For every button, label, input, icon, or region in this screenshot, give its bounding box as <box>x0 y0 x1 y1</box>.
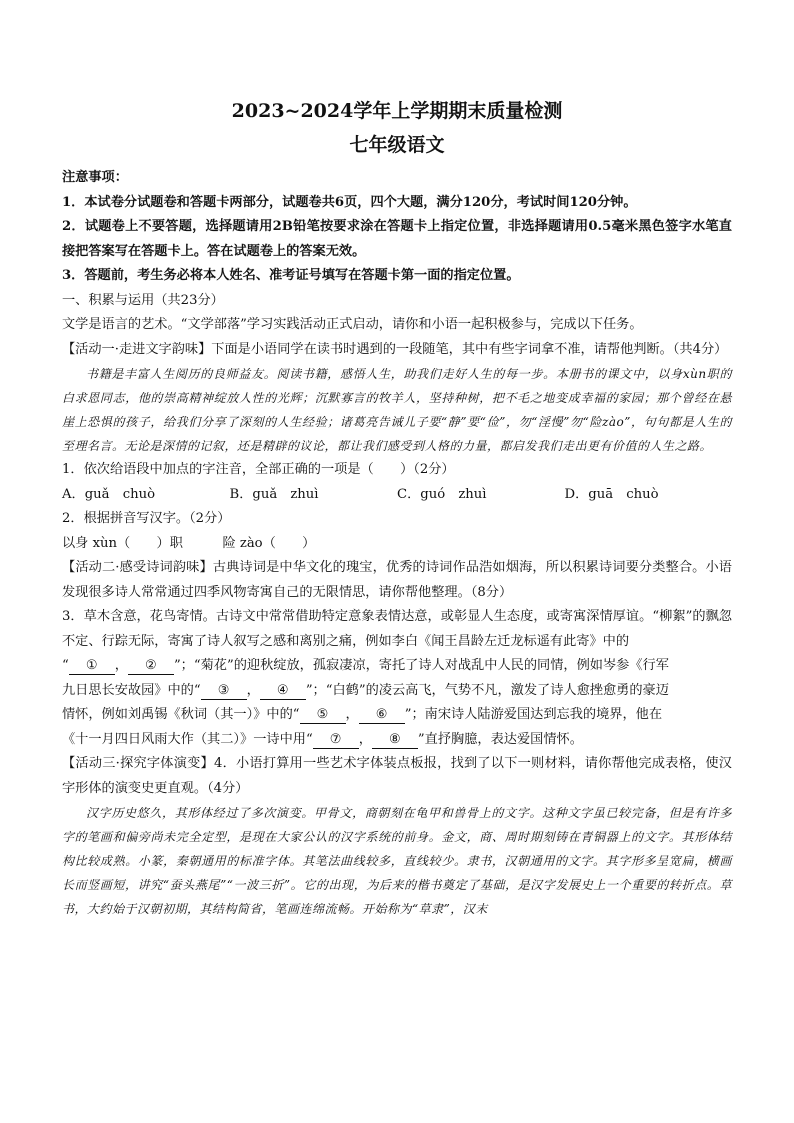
q3-text-e: ”；“白鹤”的凌云高飞，气势不凡，激发了诗人愈挫愈勇的豪迈 <box>305 682 669 698</box>
q3-text-d: 九日思长安故园》中的“ <box>62 682 201 698</box>
blank-4: ④ <box>260 683 306 700</box>
blank-1: ① <box>69 658 115 675</box>
reading-passage-2: 汉字历史悠久，其形体经过了多次演变。甲骨文，商朝刻在龟甲和兽骨上的文字。这种文字虽已较完备，但是有许多字的笔画和偏旁尚未完全定型，是现在大家公认的汉字系统的前身。金文，商、周时期刻铸在青铜器上的文字。其形体结构比较成熟。小篆，秦朝通用的标准字体。其笔法曲线较多，直线较少。隶书，汉朝通用的文字。其字形多呈宽扁，横画长而竖画短，讲究“蚕头燕尾”“一波三折”。它的出现，为后来的楷书奠定了基础，是汉字发展史上一个重要的转折点。草书，大约始于汉朝初期，其结构简省，笔画连绵流畅。开始称为“草隶”，汉末 <box>62 806 732 916</box>
notice-item-1: 1．本试卷分试题卷和答题卡两部分，试题卷共6页，四个大题，满分120分，考试时间120分钟。 <box>62 194 637 210</box>
activity-1-instruction: 【活动一·走进文字韵味】下面是小语同学在读书时遇到的一段随笔，其中有些字词拿不准，请帮他判断。（共4分） <box>62 341 728 357</box>
section-heading: 一、积累与运用（共23分） <box>62 292 224 308</box>
q3-sep-2: ， <box>246 682 260 698</box>
q3-sep-4: ， <box>358 731 372 747</box>
activity-2-instruction: 【活动二·感受诗词韵味】古典诗词是中华文化的瑰宝，优秀的诗词作品浩如烟海，所以积累诗词要分类整合。小语发现很多诗人常常通过四季风物寄寓自己的无限情思，请你帮他整理。（8分） <box>62 560 732 600</box>
option-c: C．guó zhuì <box>397 486 487 502</box>
blank-6: ⑥ <box>359 707 405 724</box>
q3-text-i: ”直抒胸臆，表达爱国情怀。 <box>417 731 583 747</box>
q3-text-c: ”；“菊花”的迎秋绽放，孤寂凄凉，寄托了诗人对战乱中人民的同情，例如岑参《行军 <box>173 658 669 673</box>
blank-7: ⑦ <box>313 732 359 749</box>
q3-text-a: 3．草木含意，花鸟寄情。古诗文中常常借助特定意象表情达意，或彰显人生态度，或寄寓深情厚谊。“柳絮”的飘忽不定、行踪无际，寄寓了诗人叙写之感和离别之痛，例如李白《闻王昌龄左迁龙标遥有此寄》中的 <box>62 609 732 649</box>
exam-subject: 七年级语文 <box>349 134 445 156</box>
option-a: A．guǎ chuò <box>62 486 156 502</box>
q3-sep-1: ， <box>114 658 128 673</box>
notice-item-2: 2．试题卷上不要答题，选择题请用2B铅笔按要求涂在答题卡上指定位置，非选择题请用0.5毫米黑色签字水笔直接把答案写在答题卡上。答在试题卷上的答案无效。 <box>62 219 732 259</box>
question-1: 1．依次给语段中加点的字注音，全部正确的一项是（ ）（2分） <box>62 462 455 477</box>
section-intro: 文学是语言的艺术。“文学部落”学习实践活动正式启动，请你和小语一起积极参与，完成以下任务。 <box>62 317 643 332</box>
question-2-line: 以身 xùn（ ）职 险 zào（ ） <box>62 535 316 551</box>
q3-text-f: 情怀，例如刘禹锡《秋词（其一）》中的“ <box>62 707 300 722</box>
blank-8: ⑧ <box>372 732 418 749</box>
q3-sep-3: ， <box>345 707 359 722</box>
exam-title: 2023~2024学年上学期期末质量检测 <box>231 100 563 122</box>
blank-2: ② <box>128 658 174 675</box>
reading-passage-1: 书籍是丰富人生阅历的良师益友。阅读书籍，感悟人生，助我们走好人生的每一步。本册书的课文中，以身xùn职的白求恩同志，他的崇高精神绽放人性的光辉；沉默寡言的牧羊人，坚持种树，把不毛之地变成幸福的家园；那个曾经在悬崖上恐惧的孩子，给我们分享了深刻的人生经验；诸葛亮告诫儿子要“静”要“俭”，勿“淫慢”勿“险zào”，句句都是人生的至理名言。无论是深情的记叙，还是精辟的议论，都让我们感受到人格的力量，都启发我们走出更有价值的人生之路。 <box>62 367 732 453</box>
question-2: 2．根据拼音写汉字。（2分） <box>62 511 231 526</box>
activity-3-instruction: 【活动三·探究字体演变】4．小语打算用一些艺术字体装点板报，找到了以下一则材料，请你帮他完成表格，使汉字形体的演变史更直观。（4分） <box>62 756 732 796</box>
q3-text-h: 《十一月四日风雨大作（其二）》一诗中用“ <box>62 731 313 747</box>
option-d: D．guā chuò <box>564 486 659 502</box>
exam-page <box>62 96 732 921</box>
notice-heading: 注意事项： <box>62 170 128 185</box>
blank-5: ⑤ <box>300 707 346 724</box>
question-3 <box>62 605 732 752</box>
notice-item-3: 3．答题前，考生务必将本人姓名、准考证号填写在答题卡第一面的指定位置。 <box>62 268 520 283</box>
question-1-options <box>62 483 732 508</box>
option-b: B．guǎ zhuì <box>229 486 319 502</box>
q3-text-b: “ <box>62 658 69 673</box>
blank-3: ③ <box>201 683 247 700</box>
q3-text-g: ”；南宋诗人陆游爱国达到忘我的境界，他在 <box>404 707 663 722</box>
